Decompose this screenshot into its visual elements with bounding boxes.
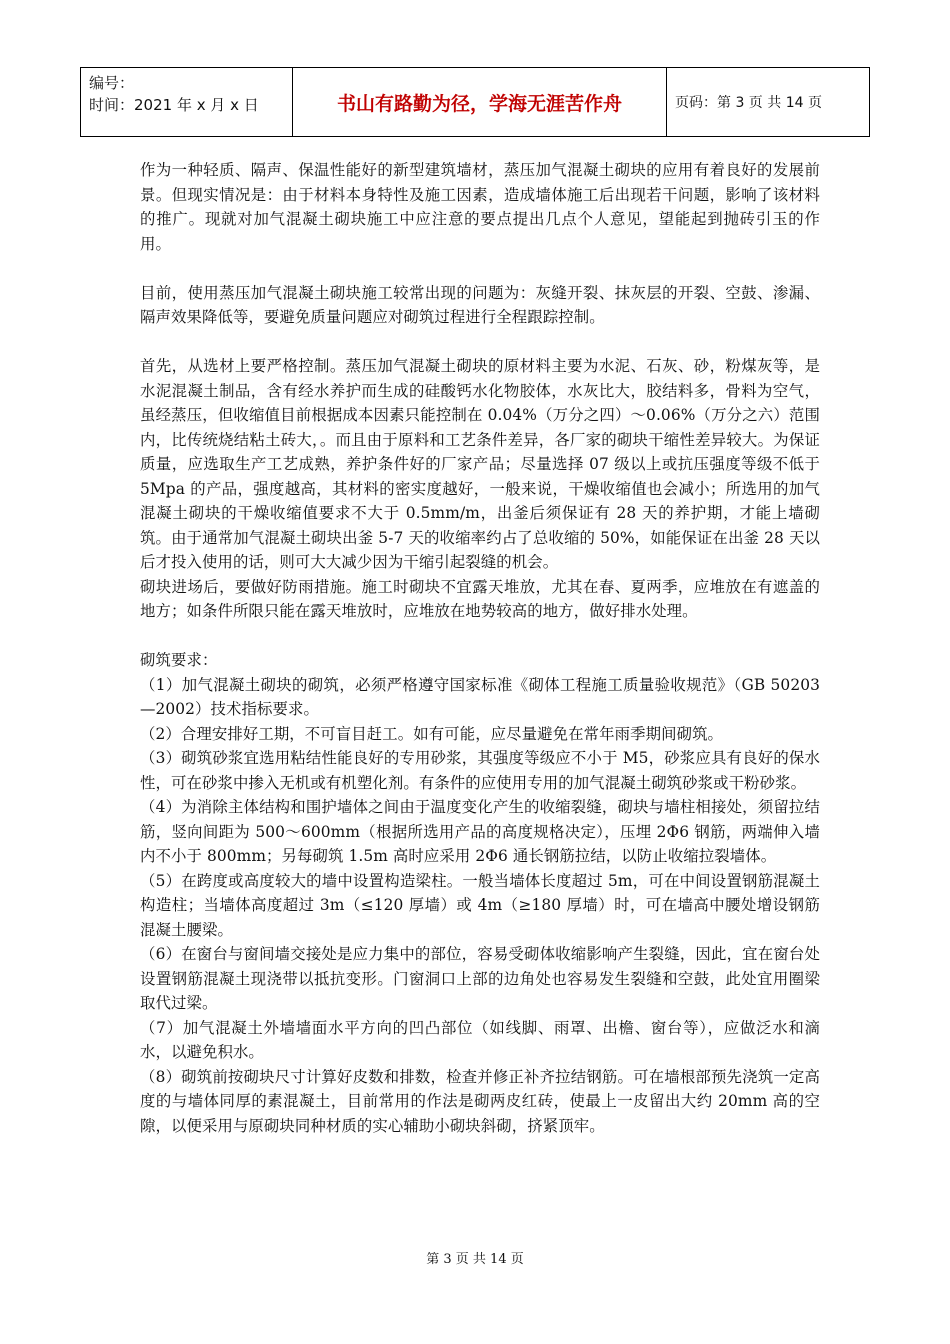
list-item: （1）加气混凝土砌块的砌筑，必须严格遵守国家标准《砌体工程施工质量验收规范》（GB 50203—2002）技术指标要求。 — [140, 675, 820, 718]
page-footer: 第 3 页 共 14 页 — [426, 1252, 524, 1267]
list-item: （5）在跨度或高度较大的墙中设置构造梁柱。一般当墙体长度超过 5m，可在中间设置钢筋混凝土构造柱；当墙体高度超过 3m（≤120 厚墙）或 4m（≥180 厚墙）时，可在墙高中腰处增设钢筋混凝土腰梁。 — [140, 871, 820, 939]
list-item: （4）为消除主体结构和围护墙体之间由于温度变化产生的收缩裂缝，砌块与墙柱相接处，须留拉结筋，竖向间距为 500～600mm（根据所选用产品的高度规格决定），压埋 2Φ6 钢筋，两端伸入墙内不小于 800mm；另每砌筑 1.5m 高时应采用 2Φ6 通长钢筋拉结，以防止收缩拉裂墙体。 — [140, 798, 820, 865]
paragraph-problems: 目前，使用蒸压加气混凝土砌块施工较常出现的问题为：灰缝开裂、抹灰层的开裂、空鼓、渗漏、隔声效果降低等，要避免质量问题应对砌筑过程进行全程跟踪控制。 — [140, 283, 820, 326]
header-meta — [81, 68, 293, 136]
list-item: （6）在窗台与窗间墙交接处是应力集中的部位，容易受砌体收缩影响产生裂缝，因此，宜在窗台处设置钢筋混凝土现浇带以抵抗变形。门窗洞口上部的边角处也容易发生裂缝和空鼓，此处宜用圈梁取代过梁。 — [140, 945, 820, 1012]
document-body — [140, 158, 820, 1138]
list-item: （2）合理安排好工期，不可盲目赶工。如有可能，应尽量避免在常年雨季期间砌筑。 — [140, 724, 724, 743]
list-item: （8）砌筑前按砌块尺寸计算好皮数和排数，检查并修正补齐拉结钢筋。可在墙根部预先浇筑一定高度的与墙体同厚的素混凝土，目前常用的作法是砌两皮红砖，使最上一皮留出大约 20mm 高的空隙，以便采用与原砌块同种材质的实心辅助小砌块斜砌，挤紧顶牢。 — [140, 1067, 820, 1135]
paragraph-intro: 作为一种轻质、隔声、保温性能好的新型建筑墙材，蒸压加气混凝土砌块的应用有着良好的发展前景。但现实情况是：由于材料本身特性及施工因素，造成墙体施工后出现若干问题，影响了该材料的推广。现就对加气混凝土砌块施工中应注意的要点提出几点个人意见，望能起到抛砖引玉的作用。 — [140, 161, 820, 253]
header-page-info: 页码：第 3 页 共 14 页 — [675, 95, 822, 111]
header-motto: 书山有路勤为径，学海无涯苦作舟 — [293, 68, 667, 136]
paragraph-storage: 砌块进场后，要做好防雨措施。施工时砌块不宜露天堆放，尤其在春、夏两季，应堆放在有遮盖的地方；如条件所限只能在露天堆放时，应堆放在地势较高的地方，做好排水处理。 — [140, 577, 820, 620]
list-item: （3）砌筑砂浆宜选用粘结性能良好的专用砂浆，其强度等级应不小于 M5，砂浆应具有良好的保水性，可在砂浆中掺入无机或有机塑化剂。有条件的应使用专用的加气混凝土砌筑砂浆或干粉砂浆。 — [140, 749, 820, 792]
list-item: （7）加气混凝土外墙墙面水平方向的凹凸部位（如线脚、雨罩、出檐、窗台等），应做泛水和滴水，以避免积水。 — [140, 1018, 820, 1061]
number-label: 编号： — [89, 74, 135, 92]
section-heading: 砌筑要求： — [140, 651, 218, 669]
document-header — [80, 67, 870, 137]
paragraph-materials: 首先，从选材上要严格控制。蒸压加气混凝土砌块的原材料主要为水泥、石灰、砂，粉煤灰等，是水泥混凝土制品，含有经水养护而生成的硅酸钙水化物胶体，水灰比大，胶结料多，骨料为空气，虽经蒸压，但收缩值目前根据成本因素只能控制在 0.04%（万分之四）～0.06%（万分之六）范围内，比传统烧结粘土砖大，。而且由于原料和工艺条件差异，各厂家的砌块干缩性差异较大。为保证质量，应选取生产工艺成熟，养护条件好的厂家产品；尽量选择 07 级以上或抗压强度等级不低于 5Mpa 的产品，强度越高，其材料的密实度越好，一般来说，干燥收缩值也会减小；所选用的加气混凝土砌块的干燥收缩值要求不大于 0.5mm/m，出釜后须保证有 28 天的养护期，才能上墙砌筑。由于通常加气混凝土砌块出釜 5-7 天的收缩率约占了总收缩的 50%，如能保证在出釜 28 天以后才投入使用的话，则可大大减少因为干缩引起裂缝的机会。 — [140, 357, 820, 571]
time-label: 时间：2021 年 x 月 x 日 — [89, 96, 259, 114]
